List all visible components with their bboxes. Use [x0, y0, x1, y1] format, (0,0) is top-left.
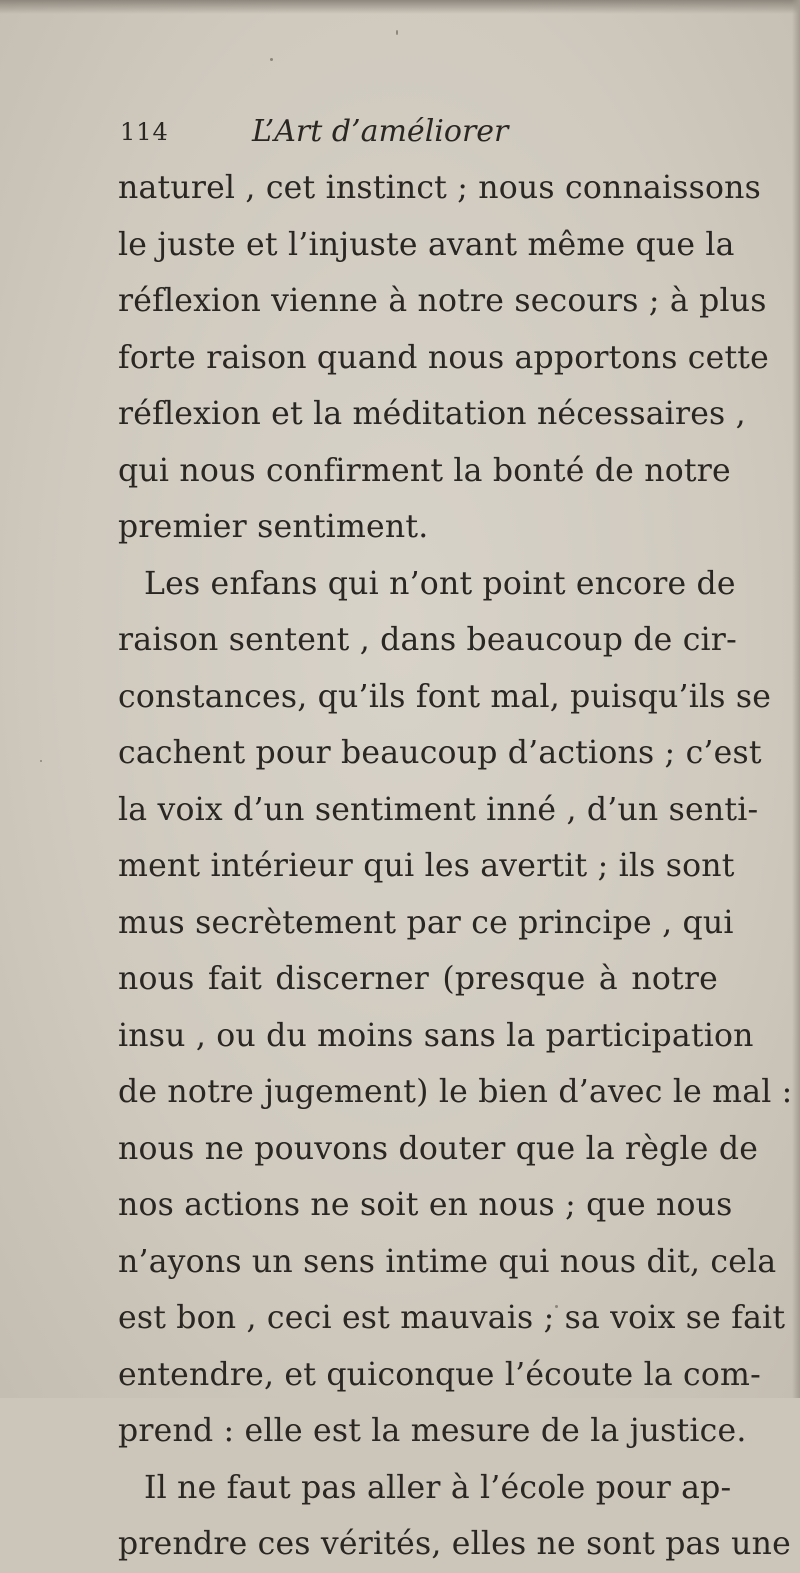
text-line: réflexion et la méditation nécessaires ,: [118, 396, 746, 432]
text-line: cachent pour beaucoup d’actions ; c’est: [118, 735, 762, 771]
text-line: naturel , cet instinct ; nous connaissons: [118, 170, 761, 206]
text-line: premier sentiment.: [118, 509, 429, 545]
text-line: ment intérieur qui les avertit ; ils sont: [118, 848, 735, 884]
text-line: réflexion vienne à notre secours ; à plus: [118, 283, 767, 319]
text-line: mus secrètement par ce principe , qui: [118, 904, 734, 941]
page-header: [120, 114, 620, 162]
running-title: L’Art d’améliorer: [252, 114, 509, 149]
text-line: nos actions ne soit en nous ; que nous: [118, 1187, 733, 1223]
text-line: Les enfans qui n’ont point encore de: [144, 565, 736, 602]
text-line: forte raison quand nous apportons cette: [118, 339, 770, 376]
text-line: qui nous confirment la bonté de notre: [118, 452, 731, 489]
text-line: est bon , ceci est mauvais ; sa voix se fait: [118, 1300, 786, 1336]
text-line: prend : elle est la mesure de la justice.: [118, 1413, 747, 1449]
page-number: 114: [120, 118, 169, 146]
text-line: la voix d’un sentiment inné , d’un senti-: [118, 791, 759, 828]
text-line: prendre ces vérités, elles ne sont pas une: [118, 1526, 791, 1562]
text-line: constances, qu’ils font mal, puisqu’ils se: [118, 678, 772, 715]
paper-speck: [270, 58, 273, 61]
body-text: [118, 160, 793, 1573]
text-line: nous fait discerner (presque à notre: [118, 961, 718, 997]
text-line: Il ne faut pas aller à l’école pour ap-: [144, 1469, 732, 1506]
page-right-edge: [792, 0, 800, 1398]
text-line: raison sentent , dans beaucoup de cir-: [118, 622, 737, 658]
text-line: n’ayons un sens intime qui nous dit, cela: [118, 1243, 777, 1280]
text-line: insu , ou du moins sans la participation: [118, 1017, 754, 1054]
text-line: entendre, et quiconque l’écoute la com-: [118, 1356, 761, 1393]
page-top-shadow: [0, 0, 800, 14]
text-line: de notre jugement) le bien d’avec le mal :: [118, 1074, 793, 1110]
paper-speck: [40, 760, 42, 762]
text-line: le juste et l’injuste avant même que la: [118, 226, 735, 263]
paper-speck: [396, 30, 398, 35]
text-line: nous ne pouvons douter que la règle de: [118, 1130, 759, 1167]
